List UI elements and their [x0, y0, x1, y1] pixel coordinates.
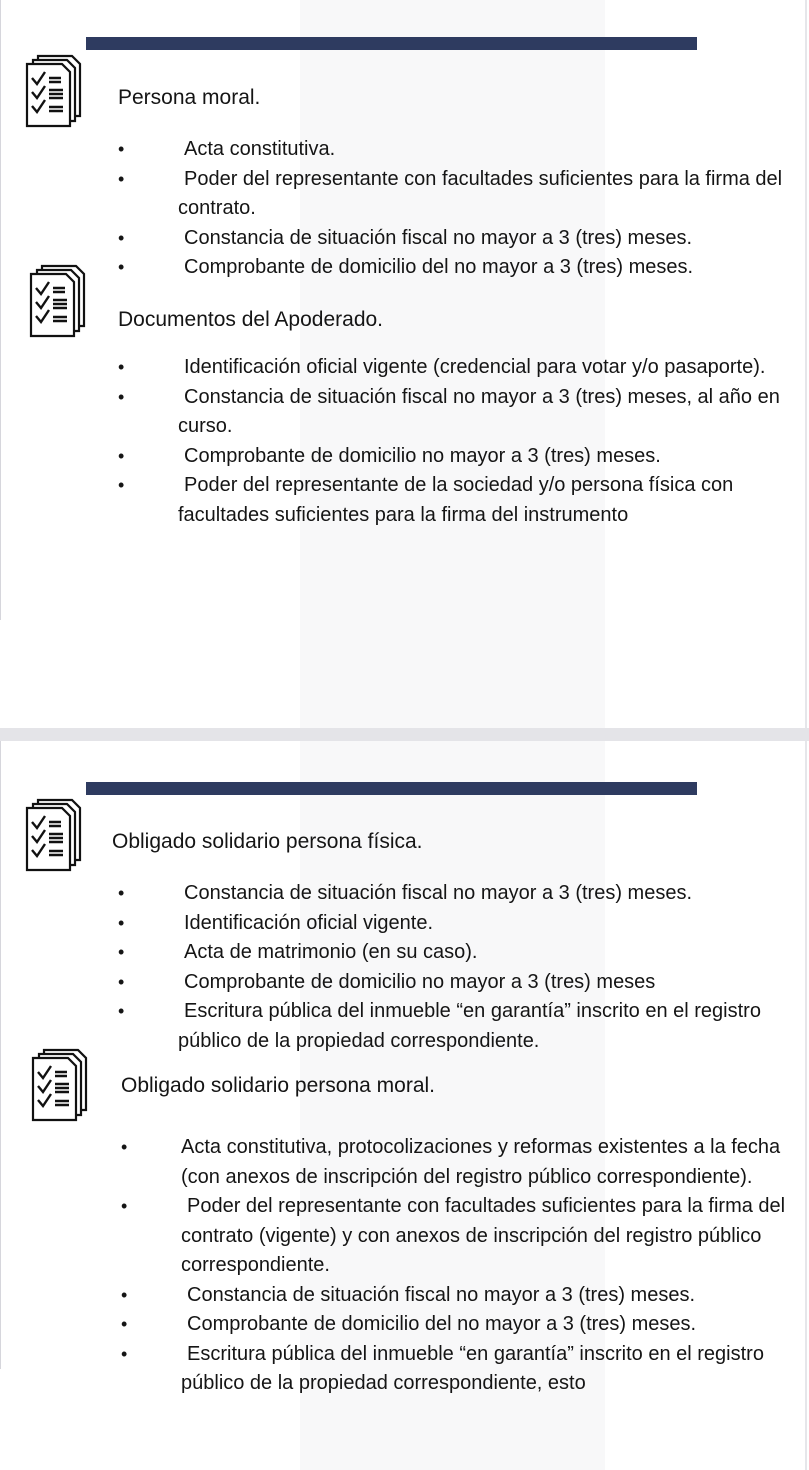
list-item: • Constancia de situación fiscal no mayor a 3 (tres) meses, al año en curso. [148, 383, 788, 442]
section-heading: Documentos del Apoderado. [118, 308, 384, 331]
list-item: • Acta constitutiva. [148, 135, 788, 165]
page-separator [0, 728, 809, 741]
document-list [148, 353, 788, 530]
page-edge [805, 0, 807, 728]
list-item: • Poder del representante de la sociedad y/o persona física con facultades suficientes para la firma del instrumento [148, 471, 788, 530]
header-bar [86, 37, 697, 50]
document-list [151, 1133, 791, 1399]
list-item: • Identificación oficial vigente (credencial para votar y/o pasaporte). [148, 353, 788, 383]
checklist-icon [24, 54, 84, 130]
section-heading: Persona moral. [118, 86, 261, 109]
list-item: • Identificación oficial vigente. [148, 909, 788, 939]
header-bar [86, 782, 697, 795]
list-item: • Comprobante de domicilio no mayor a 3 (tres) meses. [148, 442, 788, 472]
list-item: • Poder del representante con facultades suficientes para la firma del contrato (vigente) y con anexos de inscripción del registro público correspondiente. [151, 1192, 791, 1281]
list-item: • Comprobante de domicilio no mayor a 3 (tres) meses [148, 968, 788, 998]
page-edge [805, 741, 807, 1470]
page-edge [0, 0, 1, 620]
list-item: • Acta de matrimonio (en su caso). [148, 938, 788, 968]
checklist-icon [30, 1048, 90, 1124]
list-item: • Escritura pública del inmueble “en garantía” inscrito en el registro público de la propiedad correspondiente, esto [151, 1340, 791, 1399]
checklist-icon [28, 264, 88, 340]
list-item: • Comprobante de domicilio del no mayor a 3 (tres) meses. [151, 1310, 791, 1340]
checklist-icon [24, 798, 84, 874]
document-list [148, 879, 788, 1056]
list-item: • Constancia de situación fiscal no mayor a 3 (tres) meses. [148, 224, 788, 254]
section-heading: Obligado solidario persona moral. [121, 1074, 436, 1097]
document-list [148, 135, 788, 283]
list-item: • Poder del representante con facultades suficientes para la firma del contrato. [148, 165, 788, 224]
list-item: • Comprobante de domicilio del no mayor a 3 (tres) meses. [148, 253, 788, 283]
list-item: • Acta constitutiva, protocolizaciones y reformas existentes a la fecha (con anexos de inscripción del registro público correspondiente). [151, 1133, 791, 1192]
page-edge [0, 741, 1, 1369]
list-item: • Constancia de situación fiscal no mayor a 3 (tres) meses. [148, 879, 788, 909]
section-heading: Obligado solidario persona física. [112, 830, 423, 853]
list-item: • Constancia de situación fiscal no mayor a 3 (tres) meses. [151, 1281, 791, 1311]
list-item: • Escritura pública del inmueble “en garantía” inscrito en el registro público de la propiedad correspondiente. [148, 997, 788, 1056]
